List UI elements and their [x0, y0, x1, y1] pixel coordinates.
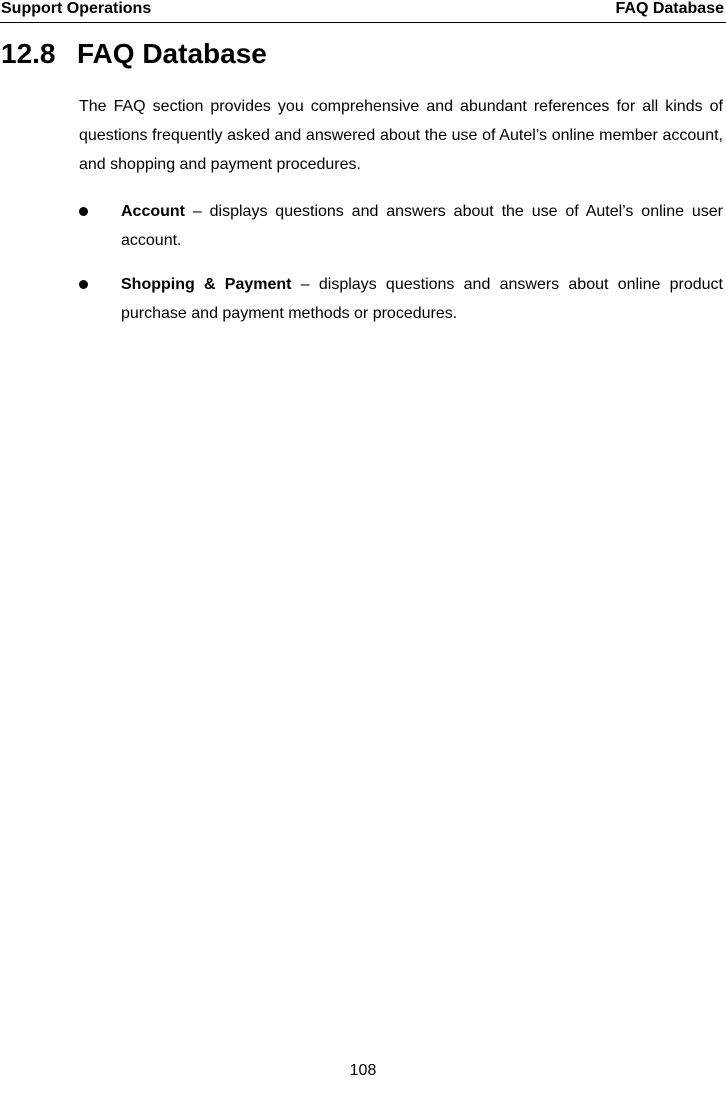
list-item-term: Shopping & Payment — [121, 276, 292, 293]
list-item-description: – displays questions and answers about the use of Autel’s online user account. — [121, 203, 723, 249]
header-section-title: FAQ Database — [615, 0, 724, 17]
section-title-text: FAQ Database — [77, 38, 267, 69]
section-heading — [1, 36, 267, 72]
list-item-term: Account — [121, 203, 185, 220]
bullet-icon — [79, 280, 88, 289]
page-header — [0, 0, 726, 23]
list-item-description: – displays questions and answers about online product purchase and payment methods or procedures. — [121, 276, 724, 322]
intro-paragraph: The FAQ section provides you comprehensive and abundant references for all kinds of questions frequently asked and answered about the use of Autel’s online member account, and shopping and payment procedures. — [79, 98, 723, 173]
header-chapter-title: Support Operations — [1, 0, 152, 17]
bullet-icon — [79, 207, 88, 216]
page-number: 108 — [349, 1062, 377, 1079]
section-number: 12.8 — [1, 38, 56, 69]
list-item-account — [79, 197, 723, 255]
faq-category-list — [79, 197, 723, 343]
list-item-shopping-payment — [79, 270, 723, 328]
